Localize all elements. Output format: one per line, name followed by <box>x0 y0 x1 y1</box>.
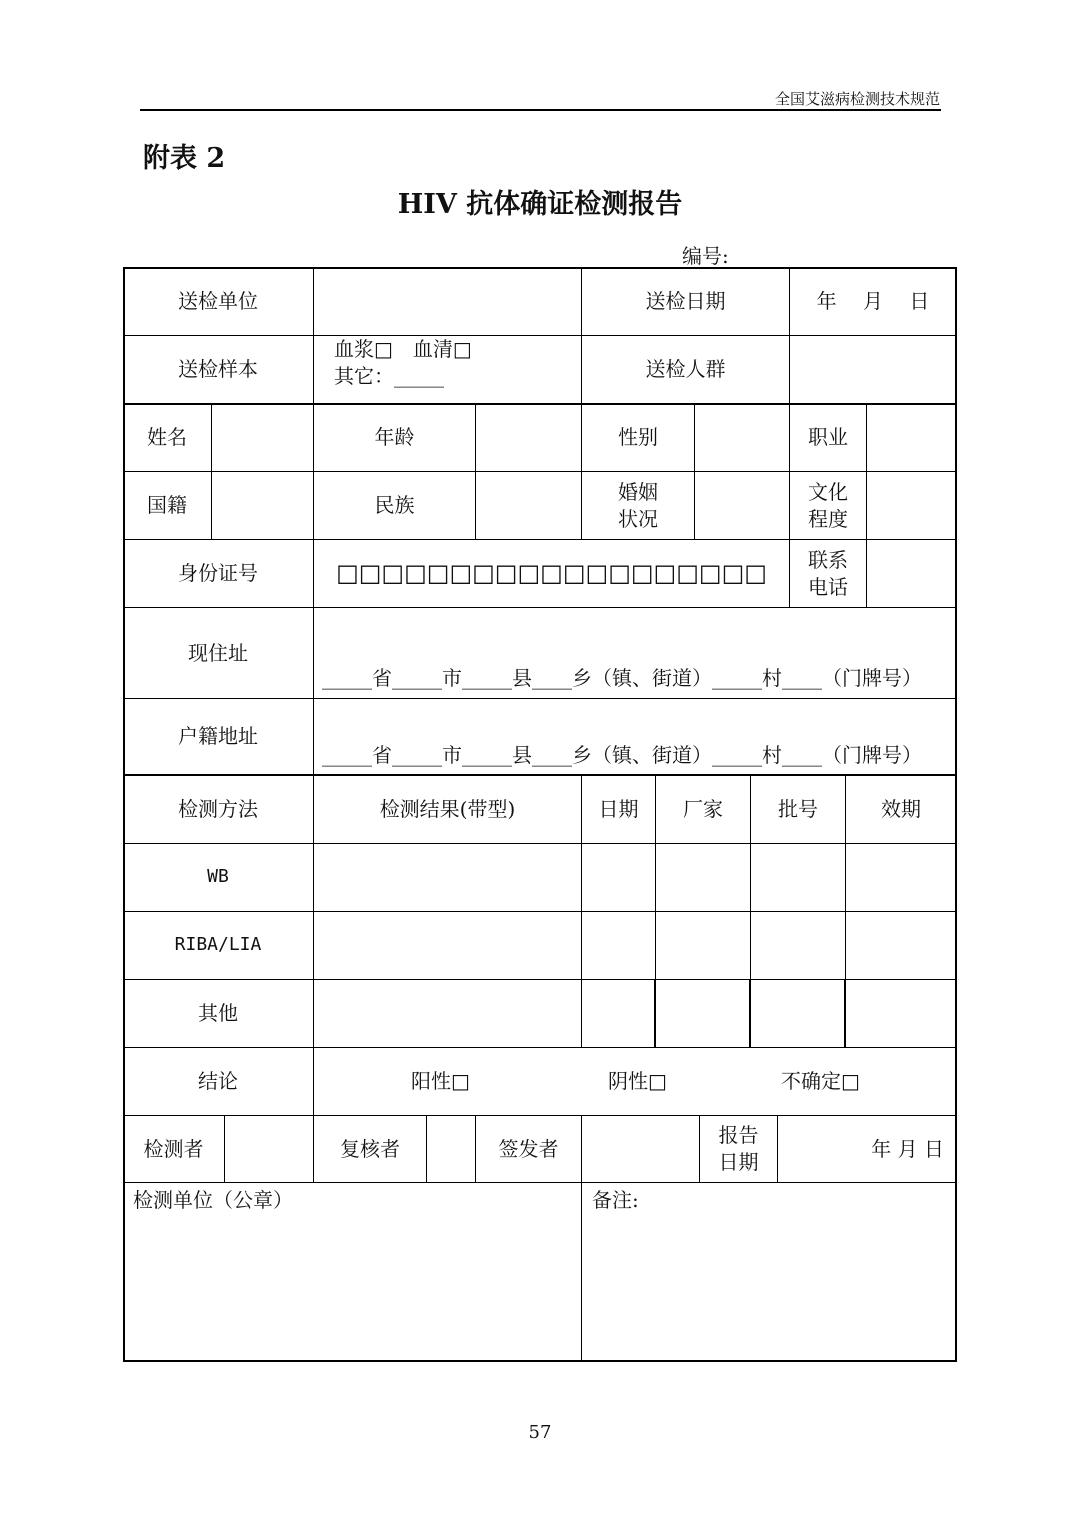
job-label: 职业 <box>790 404 867 472</box>
name-field[interactable] <box>212 404 314 472</box>
conclusion-positive-checkbox[interactable]: 阳性□ <box>411 1069 470 1093</box>
issuer-field[interactable] <box>582 1116 700 1183</box>
remarks-label: 备注: <box>592 1188 639 1212</box>
reviewer-field[interactable] <box>427 1116 476 1183</box>
wb-expiry-field[interactable] <box>846 844 957 912</box>
riba-expiry-field[interactable] <box>846 912 957 980</box>
test-header-date: 日期 <box>582 776 656 844</box>
phone-field[interactable] <box>867 540 957 608</box>
conclusion-negative-checkbox[interactable]: 阴性□ <box>608 1069 667 1093</box>
wb-manufacturer-field[interactable] <box>656 844 751 912</box>
tester-label: 检测者 <box>123 1116 225 1183</box>
seal-area[interactable] <box>123 1183 582 1362</box>
test-method-wb: WB <box>123 844 314 912</box>
sender-unit-field[interactable] <box>314 268 582 336</box>
group-label: 送检人群 <box>582 336 790 404</box>
seal-label: 检测单位（公章） <box>133 1188 293 1212</box>
nationality-label: 国籍 <box>123 472 212 540</box>
sender-unit-label: 送检单位 <box>123 268 314 336</box>
sample-label: 送检样本 <box>123 336 314 404</box>
page-number: 57 <box>528 1422 552 1443</box>
conclusion-indeterminate-checkbox[interactable]: 不确定□ <box>781 1069 860 1093</box>
test-method-other: 其他 <box>123 980 314 1048</box>
riba-manufacturer-field[interactable] <box>656 912 751 980</box>
conclusion-label: 结论 <box>123 1048 314 1116</box>
other-result-field[interactable] <box>314 980 582 1048</box>
test-method-riba: RIBA/LIA <box>123 912 314 980</box>
ethnicity-label: 民族 <box>314 472 476 540</box>
section-divider <box>123 403 957 405</box>
current-address-label: 现住址 <box>123 608 314 699</box>
registered-address-template: _____省_____市_____县____乡（镇、街道）_____村____（门牌号） <box>322 743 922 767</box>
conclusion-options <box>314 1048 957 1116</box>
education-field[interactable] <box>867 472 957 540</box>
test-header-method: 检测方法 <box>123 776 314 844</box>
wb-result-field[interactable] <box>314 844 582 912</box>
section-divider <box>123 774 957 776</box>
education-label-line1: 文化 <box>808 479 848 504</box>
wb-date-field[interactable] <box>582 844 656 912</box>
sample-type-checkboxes[interactable]: 血浆□ 血清□ <box>334 337 472 361</box>
age-field[interactable] <box>476 404 582 472</box>
marital-label <box>582 472 695 540</box>
phone-label <box>790 540 867 608</box>
phone-label-line2: 电话 <box>808 574 848 599</box>
nationality-field[interactable] <box>212 472 314 540</box>
name-label: 姓名 <box>123 404 212 472</box>
ethnicity-field[interactable] <box>476 472 582 540</box>
test-header-expiry: 效期 <box>846 776 957 844</box>
report-date-field[interactable]: 年 月 日 <box>778 1116 957 1183</box>
job-field[interactable] <box>867 404 957 472</box>
test-header-lot: 批号 <box>751 776 846 844</box>
sample-options[interactable] <box>314 336 582 404</box>
header-rule <box>140 109 941 111</box>
reviewer-label: 复核者 <box>314 1116 427 1183</box>
wb-lot-field[interactable] <box>751 844 846 912</box>
issuer-label: 签发者 <box>476 1116 582 1183</box>
send-date-field[interactable]: 年 月 日 <box>790 268 957 336</box>
age-label: 年龄 <box>314 404 476 472</box>
riba-date-field[interactable] <box>582 912 656 980</box>
current-address-template: _____省_____市_____县____乡（镇、街道）_____村____（门牌号） <box>322 666 922 690</box>
page-title: HIV 抗体确证检测报告 <box>397 189 683 220</box>
tester-field[interactable] <box>225 1116 314 1183</box>
other-date-field[interactable] <box>582 980 656 1048</box>
sample-other-field[interactable]: 其它：_____ <box>334 364 444 388</box>
test-header-manufacturer: 厂家 <box>656 776 751 844</box>
riba-lot-field[interactable] <box>751 912 846 980</box>
marital-label-line1: 婚姻 <box>618 479 658 504</box>
marital-field[interactable] <box>695 472 790 540</box>
id-number-boxes[interactable]: □□□□□□□□□□□□□□□□□□□ <box>314 540 790 608</box>
sex-label: 性别 <box>582 404 695 472</box>
education-label-line2: 程度 <box>808 506 848 531</box>
running-header: 全国艾滋病检测技术规范 <box>774 90 940 108</box>
sex-field[interactable] <box>695 404 790 472</box>
send-date-label: 送检日期 <box>582 268 790 336</box>
report-number-label: 编号: <box>682 244 729 268</box>
education-label <box>790 472 867 540</box>
appendix-label: 附表 2 <box>143 143 226 174</box>
registered-address-label: 户籍地址 <box>123 699 314 776</box>
id-label: 身份证号 <box>123 540 314 608</box>
other-expiry-field[interactable] <box>846 980 957 1048</box>
other-manufacturer-field[interactable] <box>656 980 751 1048</box>
other-lot-field[interactable] <box>751 980 846 1048</box>
remarks-area[interactable] <box>582 1183 957 1362</box>
test-header-result: 检测结果(带型) <box>314 776 582 844</box>
report-date-label-line2: 日期 <box>718 1150 759 1174</box>
marital-label-line2: 状况 <box>618 506 658 531</box>
report-date-label-line1: 报告 <box>718 1123 759 1147</box>
report-date-label <box>700 1116 778 1183</box>
riba-result-field[interactable] <box>314 912 582 980</box>
group-field[interactable] <box>790 336 957 404</box>
phone-label-line1: 联系 <box>808 547 848 572</box>
